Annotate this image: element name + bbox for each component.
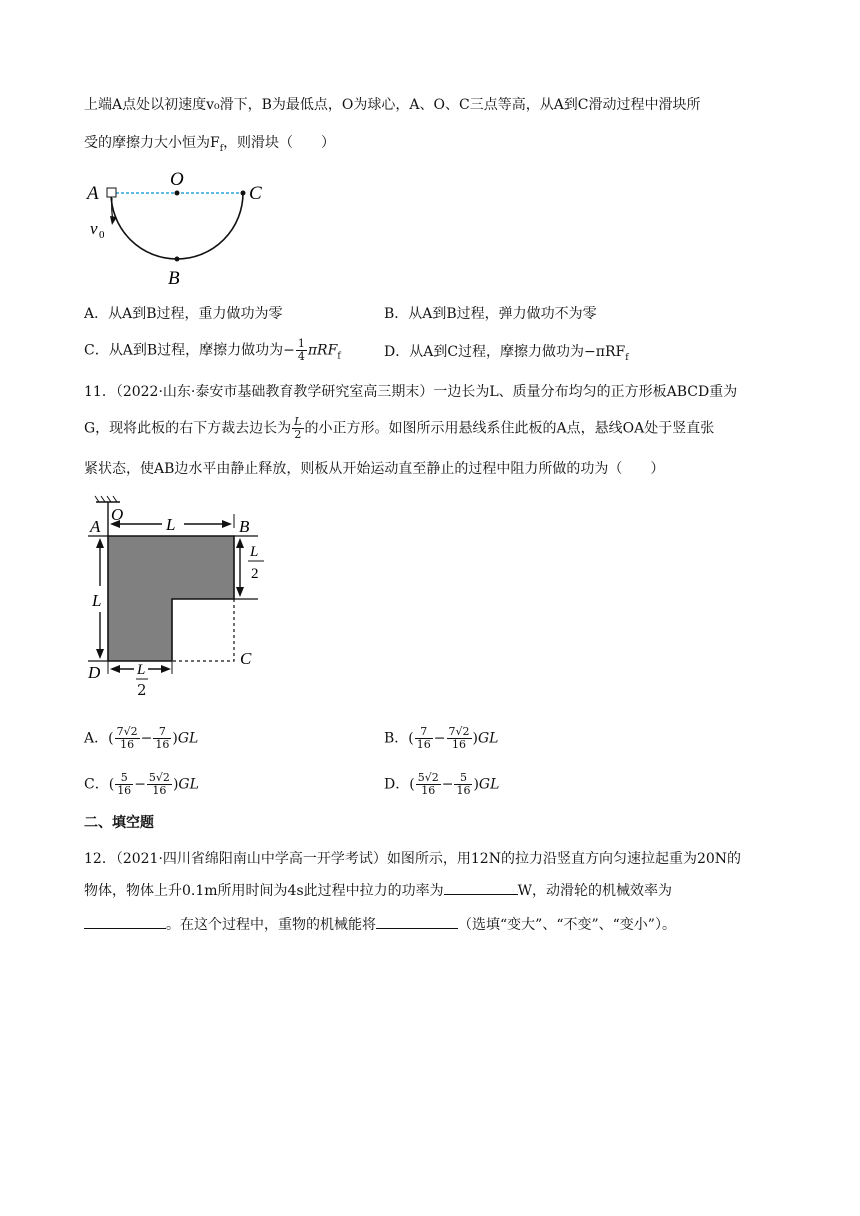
q11-option-c[interactable]: C．( $\frac{5}{16}$ − $\frac{5√2}{16}$ )GL — [84, 771, 199, 797]
q11-stem-num: L — [294, 415, 302, 428]
q11-option-a-frac2 — [153, 726, 171, 751]
q11-option-d-frac1 — [416, 772, 441, 797]
q10-option-c-sub: f — [337, 351, 341, 362]
q11-option-c-label: C． — [84, 776, 109, 793]
q11-label-half-L-right: L — [250, 544, 259, 560]
q11-option-a-den2: 16 — [155, 738, 170, 751]
q12-stem-line3-mid: 。在这个过程中，重物的机械能将 — [166, 917, 376, 933]
q11-label-L-side: L — [92, 591, 102, 610]
q11-option-d[interactable]: D．( $\frac{5√2}{16}$ − $\frac{5}{16}$ )GL — [384, 771, 500, 797]
q11-option-c-tail: GL — [178, 776, 199, 793]
q11-label-B: B — [239, 517, 250, 536]
q11-option-b-frac2 — [447, 726, 472, 751]
q10-stem-end: ，则滑块（ ） — [223, 135, 336, 151]
q11-stem-line3: 紧状态，使AB边水平由静止释放，则板从开始运动直至静止的过程中阻力所做的功为（ ） — [84, 461, 665, 477]
q11-option-b-frac1 — [415, 726, 433, 751]
q10-label-C: C — [249, 183, 262, 204]
q12-stem-line2-post: W，动滑轮的机械效率为 — [517, 883, 673, 899]
q10-option-b[interactable]: B．从A到B过程，弹力做功不为零 — [384, 306, 597, 322]
q10-label-v-sub: 0 — [99, 229, 105, 241]
q11-label-two-bottom: 2 — [137, 681, 147, 699]
q10-stem-text: 受的摩擦力大小恒为F — [84, 135, 220, 151]
q11-option-c-frac2 — [147, 772, 172, 797]
q11-option-a-den1: 16 — [120, 738, 135, 751]
q11-option-b-tail: GL — [477, 730, 499, 747]
q11-option-c-den2: 16 — [152, 784, 167, 797]
q11-label-O: O — [111, 505, 124, 524]
q10-option-d-sub: f — [625, 352, 629, 363]
q11-figure — [84, 494, 284, 684]
q11-option-d-den2: 16 — [456, 784, 471, 797]
q11-option-b-num2: 7√2 — [448, 725, 470, 738]
q11-stem-den: 2 — [294, 428, 302, 441]
q12-power-blank[interactable] — [444, 880, 518, 895]
q11-option-a-tail: GL — [177, 730, 199, 747]
q11-stem-line2 — [84, 416, 790, 441]
q10-option-c-num: 1 — [297, 337, 305, 350]
q11-option-c-den1: 16 — [117, 784, 132, 797]
q12-efficiency-blank[interactable] — [84, 914, 166, 929]
q11-stem-line2-pre: G，现将此板的右下方裁去边长为 — [84, 420, 292, 437]
q10-figure — [84, 168, 284, 290]
q11-option-d-den1: 16 — [421, 784, 436, 797]
q10-option-c[interactable] — [84, 338, 341, 366]
q11-label-half-L-bottom: L — [137, 662, 146, 678]
q11-option-a-num2: 7 — [153, 726, 171, 739]
q11-option-b-den1: 16 — [416, 738, 431, 751]
q11-option-b-num1: 7 — [415, 726, 433, 739]
q12-stem-line2-pre: 物体，物体上升0.1m所用时间为4s此过程中拉力的功率为 — [84, 883, 444, 899]
q10-stem-line1: 上端A点处以初速度v₀滑下，B为最低点，O为球心，A、O、C三点等高，从A到C滑动过程中滑块所 — [84, 97, 701, 113]
q10-label-A: A — [87, 183, 99, 204]
q10-option-d[interactable] — [384, 342, 629, 368]
q11-option-b-label: B． — [384, 730, 409, 747]
q11-option-c-frac1 — [115, 772, 133, 797]
q10-label-O: O — [170, 169, 184, 190]
q12-stem-line3-post: （选填“变大”、“不变”、“变小”）。 — [458, 917, 676, 933]
q10-label-B: B — [168, 268, 180, 289]
q11-option-d-frac2 — [454, 772, 472, 797]
q10-label-v: v — [90, 219, 98, 238]
q11-option-a-num1: 7√2 — [116, 725, 138, 738]
q11-option-c-num1: 5 — [115, 772, 133, 785]
q11-stem-line2-post: 的小正方形。如图所示用悬线系住此板的A点，悬线OA处于竖直张 — [304, 420, 715, 437]
q11-option-b[interactable]: B．( $\frac{7}{16}$ − $\frac{7√2}{16}$ )GL — [384, 725, 499, 751]
q11-option-a-label: A． — [84, 730, 109, 747]
q10-stem-line2 — [84, 133, 790, 159]
q12-stem-line2 — [84, 880, 790, 901]
q12-energy-blank[interactable] — [376, 914, 458, 929]
q11-label-A: A — [90, 517, 101, 536]
q11-stem-line1: 11．（2022·山东·泰安市基础教育教学研究室高三期末）一边长为L、质量分布均匀的正方形板ABCD重为 — [84, 384, 738, 400]
q11-option-c-num2: 5√2 — [148, 771, 170, 784]
q11-option-d-num1: 5√2 — [417, 771, 439, 784]
q11-option-d-num2: 5 — [454, 772, 472, 785]
q11-stem-fraction — [292, 416, 303, 441]
q11-option-a-frac1 — [115, 726, 140, 751]
q11-label-two-right: 2 — [251, 566, 259, 582]
q12-stem-line3 — [84, 914, 790, 935]
q10-option-c-pre: C．从A到B过程，摩擦力做功为− — [84, 342, 295, 359]
q10-option-d-text: D．从A到C过程，摩擦力做功为−πRF — [384, 344, 626, 360]
q10-option-c-post: πRF — [307, 342, 338, 359]
q10-option-a[interactable]: A．从A到B过程，重力做功为零 — [84, 306, 283, 322]
q11-label-D: D — [88, 663, 101, 682]
section-heading-fill-in: 二、填空题 — [84, 815, 154, 831]
q11-label-L-top: L — [166, 515, 176, 534]
q11-option-d-label: D． — [384, 776, 410, 793]
q11-label-C: C — [240, 649, 252, 668]
q11-option-d-tail: GL — [478, 776, 500, 793]
q10-option-c-fraction — [296, 338, 307, 363]
q12-stem-line1: 12．（2021·四川省绵阳南山中学高一开学考试）如图所示，用12N的拉力沿竖直方向匀速拉起重为20N的 — [84, 851, 742, 867]
q11-option-b-den2: 16 — [452, 738, 466, 751]
q10-option-c-den: 4 — [297, 350, 305, 363]
q11-option-a[interactable]: A．( $\frac{7√2}{16}$ − $\frac{7}{16}$ )GL — [84, 725, 199, 751]
q10-stem-sub: f — [219, 143, 224, 154]
